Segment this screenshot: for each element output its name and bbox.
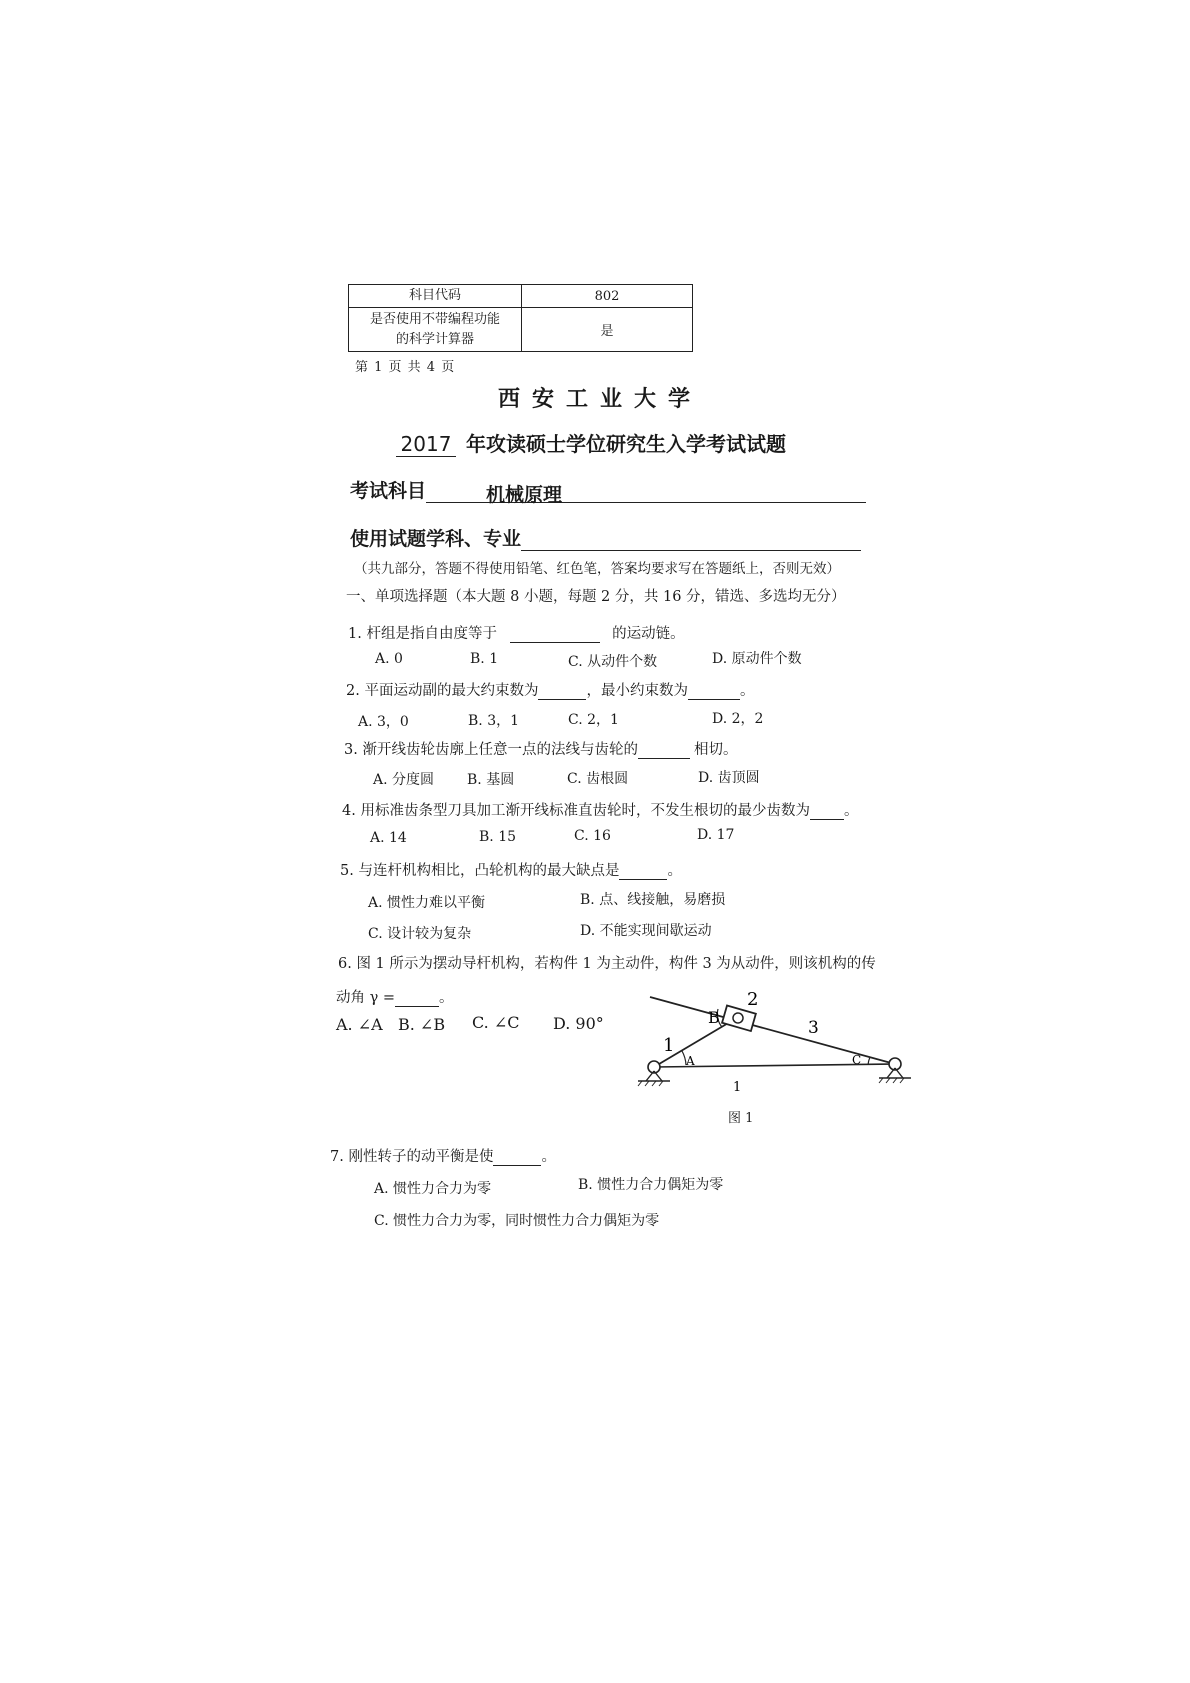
label-b: B bbox=[708, 1008, 720, 1027]
question-7 bbox=[330, 1145, 556, 1166]
q7-text-b: 。 bbox=[541, 1149, 556, 1165]
label-a: A bbox=[686, 1054, 695, 1068]
q4-blank bbox=[810, 805, 844, 820]
left-ground-pivot bbox=[638, 1061, 670, 1086]
exam-title: 年攻读硕士学位研究生入学考试试题 bbox=[466, 432, 786, 456]
q2-option-b: B. 3，1 bbox=[468, 713, 520, 729]
label-2: 2 bbox=[747, 989, 759, 1010]
q6-option-d: D. 90° bbox=[553, 1014, 604, 1033]
q5-option-a: A. 惯性力难以平衡 bbox=[368, 895, 486, 911]
q5-blank bbox=[619, 865, 667, 880]
q6-option-c: C. ∠C bbox=[472, 1013, 520, 1032]
question-3 bbox=[344, 738, 737, 759]
question-2 bbox=[346, 679, 754, 700]
subject-row bbox=[350, 476, 866, 506]
label-frame-1: 1 bbox=[733, 1080, 742, 1095]
q1-blank bbox=[510, 628, 600, 643]
q3-blank bbox=[638, 744, 690, 759]
major-row bbox=[350, 524, 861, 551]
subject-value: 机械原理 bbox=[486, 484, 563, 506]
question-6-line2 bbox=[336, 986, 454, 1007]
q2-option-d: D. 2，2 bbox=[712, 711, 764, 727]
exam-info-table bbox=[348, 284, 693, 352]
page-number: 第 1 页 共 4 页 bbox=[355, 360, 456, 375]
q3-option-b: B. 基圆 bbox=[467, 772, 515, 788]
q2-text-c: 。 bbox=[739, 683, 755, 699]
q4-text-b: 。 bbox=[843, 803, 859, 819]
q2-blank-1 bbox=[538, 685, 586, 700]
q4-text-a: 4. 用标准齿条型刀具加工渐开线标准直齿轮时，不发生根切的最少齿数为 bbox=[342, 803, 810, 819]
calculator-value: 是 bbox=[522, 308, 693, 352]
instructions: （共九部分，答题不得使用铅笔、红色笔，答案均要求写在答题纸上，否则无效） bbox=[354, 561, 840, 577]
q7-option-a: A. 惯性力合力为零 bbox=[374, 1181, 492, 1197]
subject-underline bbox=[426, 480, 866, 506]
q3-option-d: D. 齿顶圆 bbox=[698, 770, 760, 786]
q2-blank-2 bbox=[688, 685, 740, 700]
q4-option-a: A. 14 bbox=[370, 830, 407, 846]
label-c: C bbox=[852, 1053, 862, 1067]
section1-title: 一、单项选择题（本大题 8 小题，每题 2 分，共 16 分，错选、多选均无分） bbox=[346, 589, 846, 605]
q1-text-a: 1. 杆组是指自由度等于 bbox=[348, 626, 497, 642]
question-5 bbox=[340, 859, 682, 880]
q7-option-b: B. 惯性力合力偶矩为零 bbox=[578, 1177, 724, 1193]
q1-option-d: D. 原动件个数 bbox=[712, 651, 802, 667]
q2-text-b: ，最小约束数为 bbox=[586, 683, 688, 699]
major-underline bbox=[521, 528, 861, 551]
q4-option-b: B. 15 bbox=[479, 829, 517, 845]
q4-option-d: D. 17 bbox=[697, 827, 735, 843]
q6-blank bbox=[395, 992, 439, 1007]
label-3: 3 bbox=[808, 1018, 819, 1038]
q5-option-d: D. 不能实现间歇运动 bbox=[580, 923, 712, 939]
subject-code-value: 802 bbox=[522, 285, 693, 308]
q5-option-c: C. 设计较为复杂 bbox=[368, 926, 472, 942]
label-crank-1: 1 bbox=[663, 1035, 675, 1056]
q7-blank bbox=[493, 1151, 541, 1166]
q5-option-b: B. 点、线接触，易磨损 bbox=[580, 892, 726, 908]
question-6-line1: 6. 图 1 所示为摆动导杆机构，若构件 1 为主动件，构件 3 为从动件，则该机构的传 bbox=[338, 956, 876, 972]
question-1 bbox=[348, 622, 685, 643]
q3-text-b: 相切。 bbox=[693, 742, 738, 758]
exam-year: 2017 bbox=[396, 432, 456, 457]
q6-option-b: B. ∠B bbox=[398, 1015, 446, 1034]
q5-text-a: 5. 与连杆机构相比，凸轮机构的最大缺点是 bbox=[340, 863, 620, 879]
q1-option-b: B. 1 bbox=[470, 651, 499, 667]
university-name: 西安工业大学 bbox=[497, 386, 702, 412]
question-4 bbox=[342, 799, 858, 820]
subject-code-label: 科目代码 bbox=[349, 285, 522, 308]
q6-option-a: A. ∠A bbox=[336, 1015, 383, 1034]
q2-option-a: A. 3，0 bbox=[358, 714, 409, 730]
q3-text-a: 3. 渐开线齿轮齿廓上任意一点的法线与齿轮的 bbox=[344, 742, 638, 758]
q3-option-a: A. 分度圆 bbox=[373, 772, 435, 788]
major-label: 使用试题学科、专业 bbox=[350, 528, 522, 550]
figure-1-caption: 图 1 bbox=[728, 1111, 754, 1126]
q6-text-a: 动角 γ = bbox=[336, 990, 396, 1006]
q6-text-b: 。 bbox=[439, 990, 454, 1006]
exam-title-line bbox=[396, 428, 786, 457]
subject-label: 考试科目 bbox=[350, 480, 427, 502]
calculator-label-line2: 的科学计算器 bbox=[395, 331, 474, 347]
q2-option-c: C. 2，1 bbox=[568, 712, 619, 728]
calculator-label-line1: 是否使用不带编程功能 bbox=[369, 311, 500, 327]
q3-option-c: C. 齿根圆 bbox=[567, 771, 629, 787]
calculator-label bbox=[349, 308, 522, 352]
q2-text-a: 2. 平面运动副的最大约束数为 bbox=[346, 683, 539, 699]
figure-1-mechanism bbox=[630, 985, 930, 1095]
q7-text-a: 7. 刚性转子的动平衡是使 bbox=[330, 1149, 494, 1165]
q1-option-c: C. 从动件个数 bbox=[568, 654, 658, 670]
q4-option-c: C. 16 bbox=[574, 828, 611, 844]
q1-option-a: A. 0 bbox=[375, 651, 403, 667]
q5-text-b: 。 bbox=[667, 863, 682, 879]
q1-text-b: 的运动链。 bbox=[612, 626, 685, 642]
q7-option-c: C. 惯性力合力为零，同时惯性力合力偶矩为零 bbox=[374, 1213, 660, 1229]
